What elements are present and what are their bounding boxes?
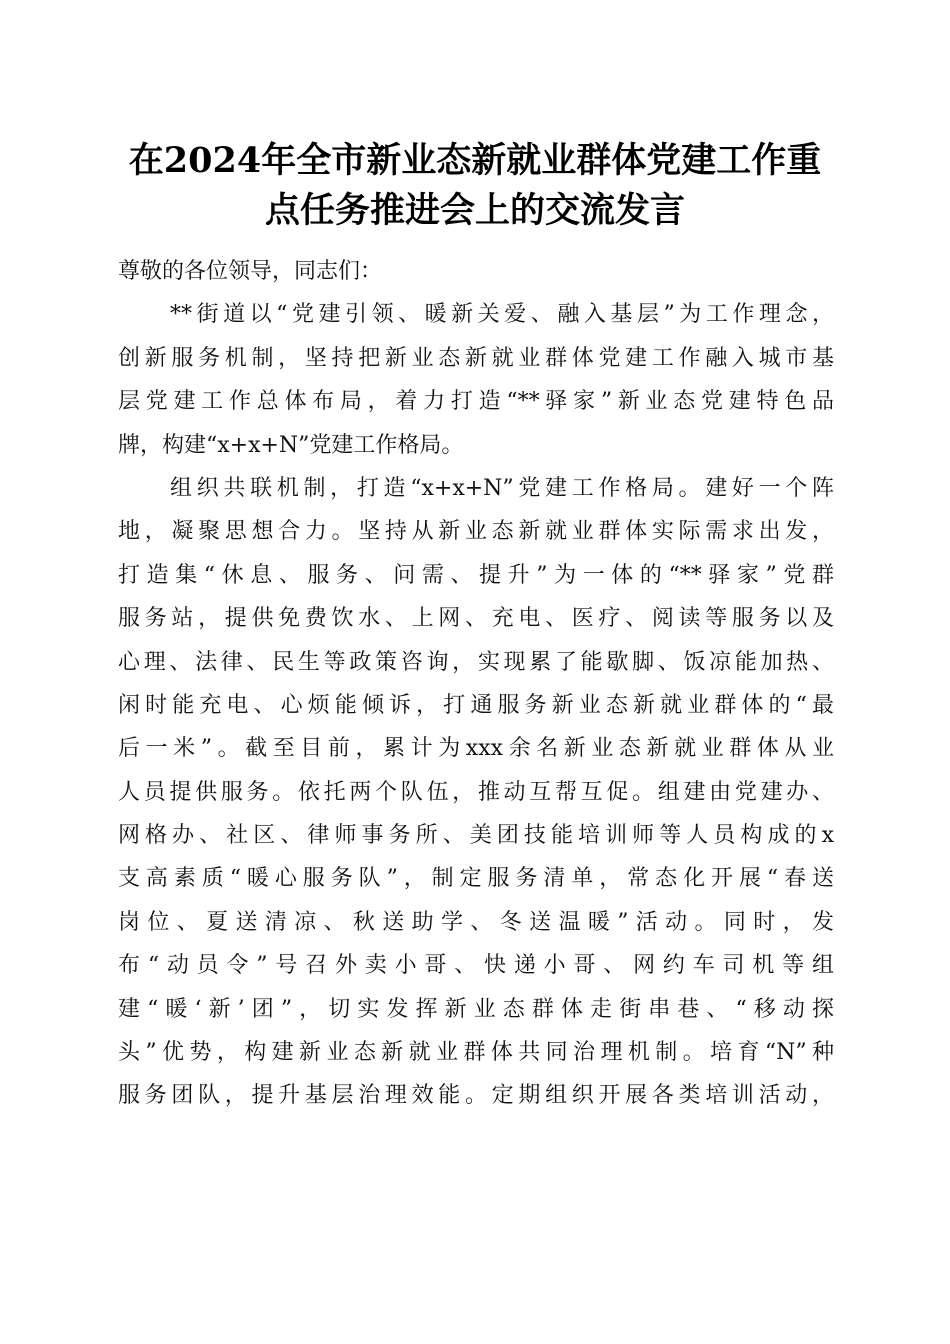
paragraph-line: 网格办、社区、律师事务所、美团技能培训师等人员构成的x <box>118 823 834 849</box>
paragraph-1 <box>118 293 834 467</box>
paragraph-line: 心理、法律、民生等政策咨询，实现累了能歇脚、饭凉能加热、 <box>118 649 834 675</box>
document-title <box>60 136 890 236</box>
paragraph-line: 闲时能充电、心烦能倾诉，打通服务新业态新就业群体的“最 <box>118 692 834 718</box>
paragraph-line: 支高素质“暖心服务队”，制定服务清单，常态化开展“春送 <box>118 866 834 892</box>
salutation: 尊敬的各位领导，同志们： <box>118 259 383 284</box>
title-line-2: 点任务推进会上的交流发言 <box>264 190 685 231</box>
paragraph-line: 组织共联机制，打造“x+x+N”党建工作格局。建好一个阵 <box>170 475 834 501</box>
paragraph-line: 创新服务机制，坚持把新业态新就业群体党建工作融入城市基 <box>118 345 834 371</box>
paragraph-line: 人员提供服务。依托两个队伍，推动互帮互促。组建由党建办、 <box>118 779 834 805</box>
paragraph-line: 建“暖‘新’团”，切实发挥新业态群体走街串巷、“移动探 <box>118 996 834 1022</box>
paragraph-line: 后一米”。截至目前，累计为xxx余名新业态新就业群体从业 <box>118 736 834 762</box>
paragraph-line: 岗位、夏送清凉、秋送助学、冬送温暖”活动。同时，发 <box>118 909 834 935</box>
paragraph-line: 牌，构建“x+x+N”党建工作格局。 <box>118 432 464 458</box>
paragraph-line: 层党建工作总体布局，着力打造“**驿家”新业态党建特色品 <box>118 389 834 415</box>
paragraph-line: **街道以“党建引领、暖新关爱、融入基层”为工作理念， <box>170 302 834 328</box>
paragraph-line: 布“动员令”号召外卖小哥、快递小哥、网约车司机等组 <box>118 953 834 979</box>
paragraph-line: 地，凝聚思想合力。坚持从新业态新就业群体实际需求出发， <box>118 519 834 545</box>
title-line-1: 在2024年全市新业态新就业群体党建工作重 <box>128 140 822 181</box>
paragraph-2 <box>118 467 834 1118</box>
paragraph-line: 服务站，提供免费饮水、上网、充电、医疗、阅读等服务以及 <box>118 606 834 632</box>
paragraph-line: 打造集“休息、服务、问需、提升”为一体的“**驿家”党群 <box>118 562 834 588</box>
paragraph-line: 服务团队，提升基层治理效能。定期组织开展各类培训活动， <box>118 1083 834 1109</box>
document-body <box>118 250 834 1118</box>
paragraph-line: 头”优势，构建新业态新就业群体共同治理机制。培育“N”种 <box>118 1040 834 1066</box>
